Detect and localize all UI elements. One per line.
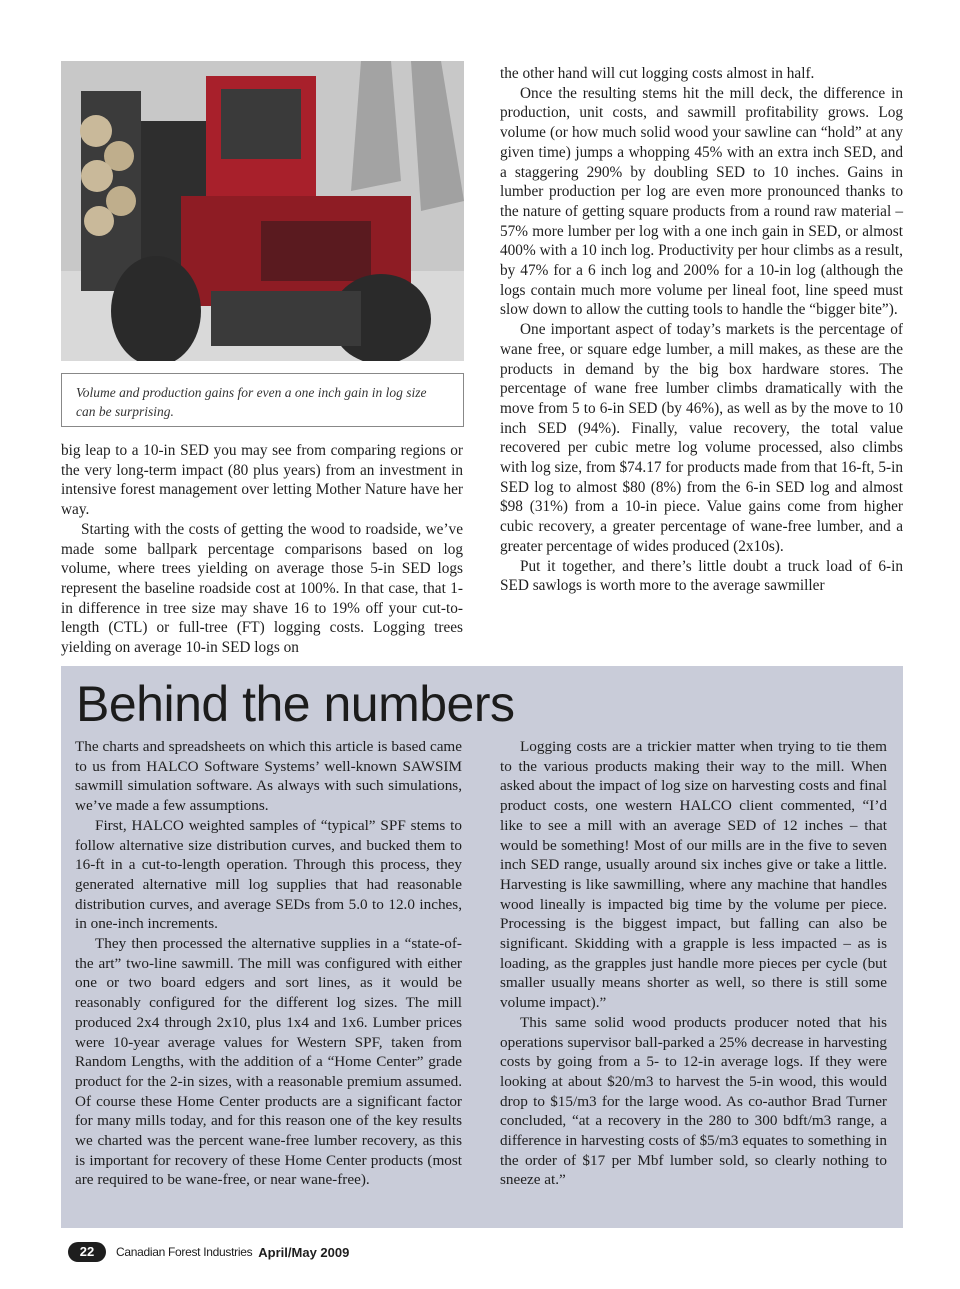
paragraph: Once the resulting stems hit the mill deck, the difference in production, unit costs, and sawmill profitability grows. Log volume (or how much solid wood your sawline can “hold” at any given time) jumps a whopping 45% with an extra inch SED, and a staggering 290% by doubling SED to 10 inches. Gains in lumber production per log are even more pronounced thanks to the nature of getting square products from a round raw material – 57% more lumber per log with a one inch gain in SED, or almost 400% with a 10 inch log. Productivity per hour climbs as a result, by 47% for a 6 inch log and 200% for a 10-in log (although the logs contain much more volume per lineal foot, line speed must slow down to allow the cutting tools to handle the “bigger bite”).: [500, 84, 903, 319]
paragraph: Put it together, and there’s little doubt a truck load of 6-in SED sawlogs is worth more to the average sawmiller: [500, 557, 903, 595]
paragraph: This same solid wood products producer noted that his operations supervisor ball-parked a 25% decrease in harvesting costs by going from a 5- to 12-in average logs. If they were looking at about $20/m3 to harvest the 5-in wood, this would drop to $15/m3 for the large wood. As co-author Brad Turner concluded, “at a recovery in the 280 to 300 bdft/m3 range, a difference in harvesting costs of $5/m3 equates to something in the order of $17 per Mbf lumber sold, so clearly nothing to sneeze at.”: [500, 1013, 887, 1189]
page-number: 22: [68, 1242, 106, 1262]
article-right-column: [500, 64, 903, 596]
paragraph: Starting with the costs of getting the wood to roadside, we’ve made some ballpark percentage comparisons based on log volume, where trees yielding on average those 5-in SED logs represent the baseline roadside cost at 100%. In that case, that 1-in difference in tree size may shave 16 to 19% off your cut-to-length (CTL) or full-tree (FT) logging costs. Logging trees yielding on average 10-in SED logs on: [61, 520, 463, 657]
paragraph: They then processed the alternative supplies in a “state-of-the art” two-line sawmill. The mill was configured with either one or two board edgers and sort lines, as it would be reasonably configured for the different log sizes. The mill produced 2x4 through 2x10, plus 1x4 and 1x6. Lumber prices were 10-year average values for Western SPF, taken from Random Lengths, with the addition of a “Home Center” grade product for the 2-in sizes, with a reasonable premium assumed. Of course these Home Center products are a significant factor for many mills today, and for this reason one of the key results we charted was the percent wane-free lumber recovery, as this is important for recovery of these Home Center products (most are required to be wane-free, or near wane-free).: [75, 935, 462, 1189]
article-left-column: [61, 441, 463, 658]
publication-name: Canadian Forest Industries: [116, 1245, 253, 1259]
paragraph: First, HALCO weighted samples of “typical” SPF stems to follow alternative size distribution curves, and bucked them to 16-ft in a cut-to-length operation. Through this process, they generated alternative mill log supplies that had reasonable distribution curves, and average SEDs from 5.0 to 12.0 inches, in one-inch increments.: [75, 816, 462, 933]
forwarder-illustration: [61, 61, 464, 361]
sidebar-left-column: [75, 737, 462, 1190]
paragraph: the other hand will cut logging costs almost in half.: [500, 65, 815, 82]
forwarder-photo: [61, 61, 464, 361]
page-footer: [68, 1241, 349, 1263]
sidebar-right-column: [500, 737, 887, 1190]
paragraph: One important aspect of today’s markets is the percentage of wane free, or square edge lumber, a mill makes, as these are the products in demand by the big box hardware stores. The percentage of wane free lumber climbs dramatically with the move from 5 to 6-in SED (by 46%), as well as by the move to 10 inch SED (94%). Finally, value recovery, the total value recovered per cubic metre log volume processed, also climbs with log size, from $74.17 for products made from that 16-ft, 5-in SED log to almost $80 (8%) from the 6-in SED log and almost $98 (31%) from a 10-in piece. Value gains come from higher cubic recovery, a greater percentage of wane-free lumber, and a greater percentage of wides produced (2x10s).: [500, 321, 903, 555]
sidebar-title: Behind the numbers: [76, 676, 515, 732]
sidebar-behind-the-numbers: [61, 666, 903, 1228]
photo-caption: Volume and production gains for even a one inch gain in log size can be surprising.: [61, 373, 464, 427]
paragraph: big leap to a 10-in SED you may see from comparing regions or the very long-term impact (80 plus years) from an investment in intensive forest management over letting Mother Nature have her way.: [61, 442, 463, 519]
paragraph: The charts and spreadsheets on which this article is based came to us from HALCO Software Systems’ well-known SAWSIM sawmill simulation software. As always with such simulations, we’ve made a few assumptions.: [75, 738, 462, 815]
paragraph: Logging costs are a trickier matter when trying to tie them to the various products making their way to the mill. When asked about the impact of log size on harvesting costs and final product costs, one western HALCO client commented, “I’d like to see a mill with an average SED of 12 inches – that would be something! Most of our mills are in the five to seven inch SED range, usually around six inches give or take a little. Harvesting is like sawmilling, where any machine that handles wood lineally is impacted big time by the volume per piece. Processing is the biggest impact, but falling can also be significant. Skidding with a grapple is less impacted – as is loading, as the grapples just handle more pieces per cycle (but smaller usually means shorter as well, so there is still some volume impact).”: [500, 738, 887, 1012]
issue-date: April/May 2009: [258, 1244, 350, 1260]
